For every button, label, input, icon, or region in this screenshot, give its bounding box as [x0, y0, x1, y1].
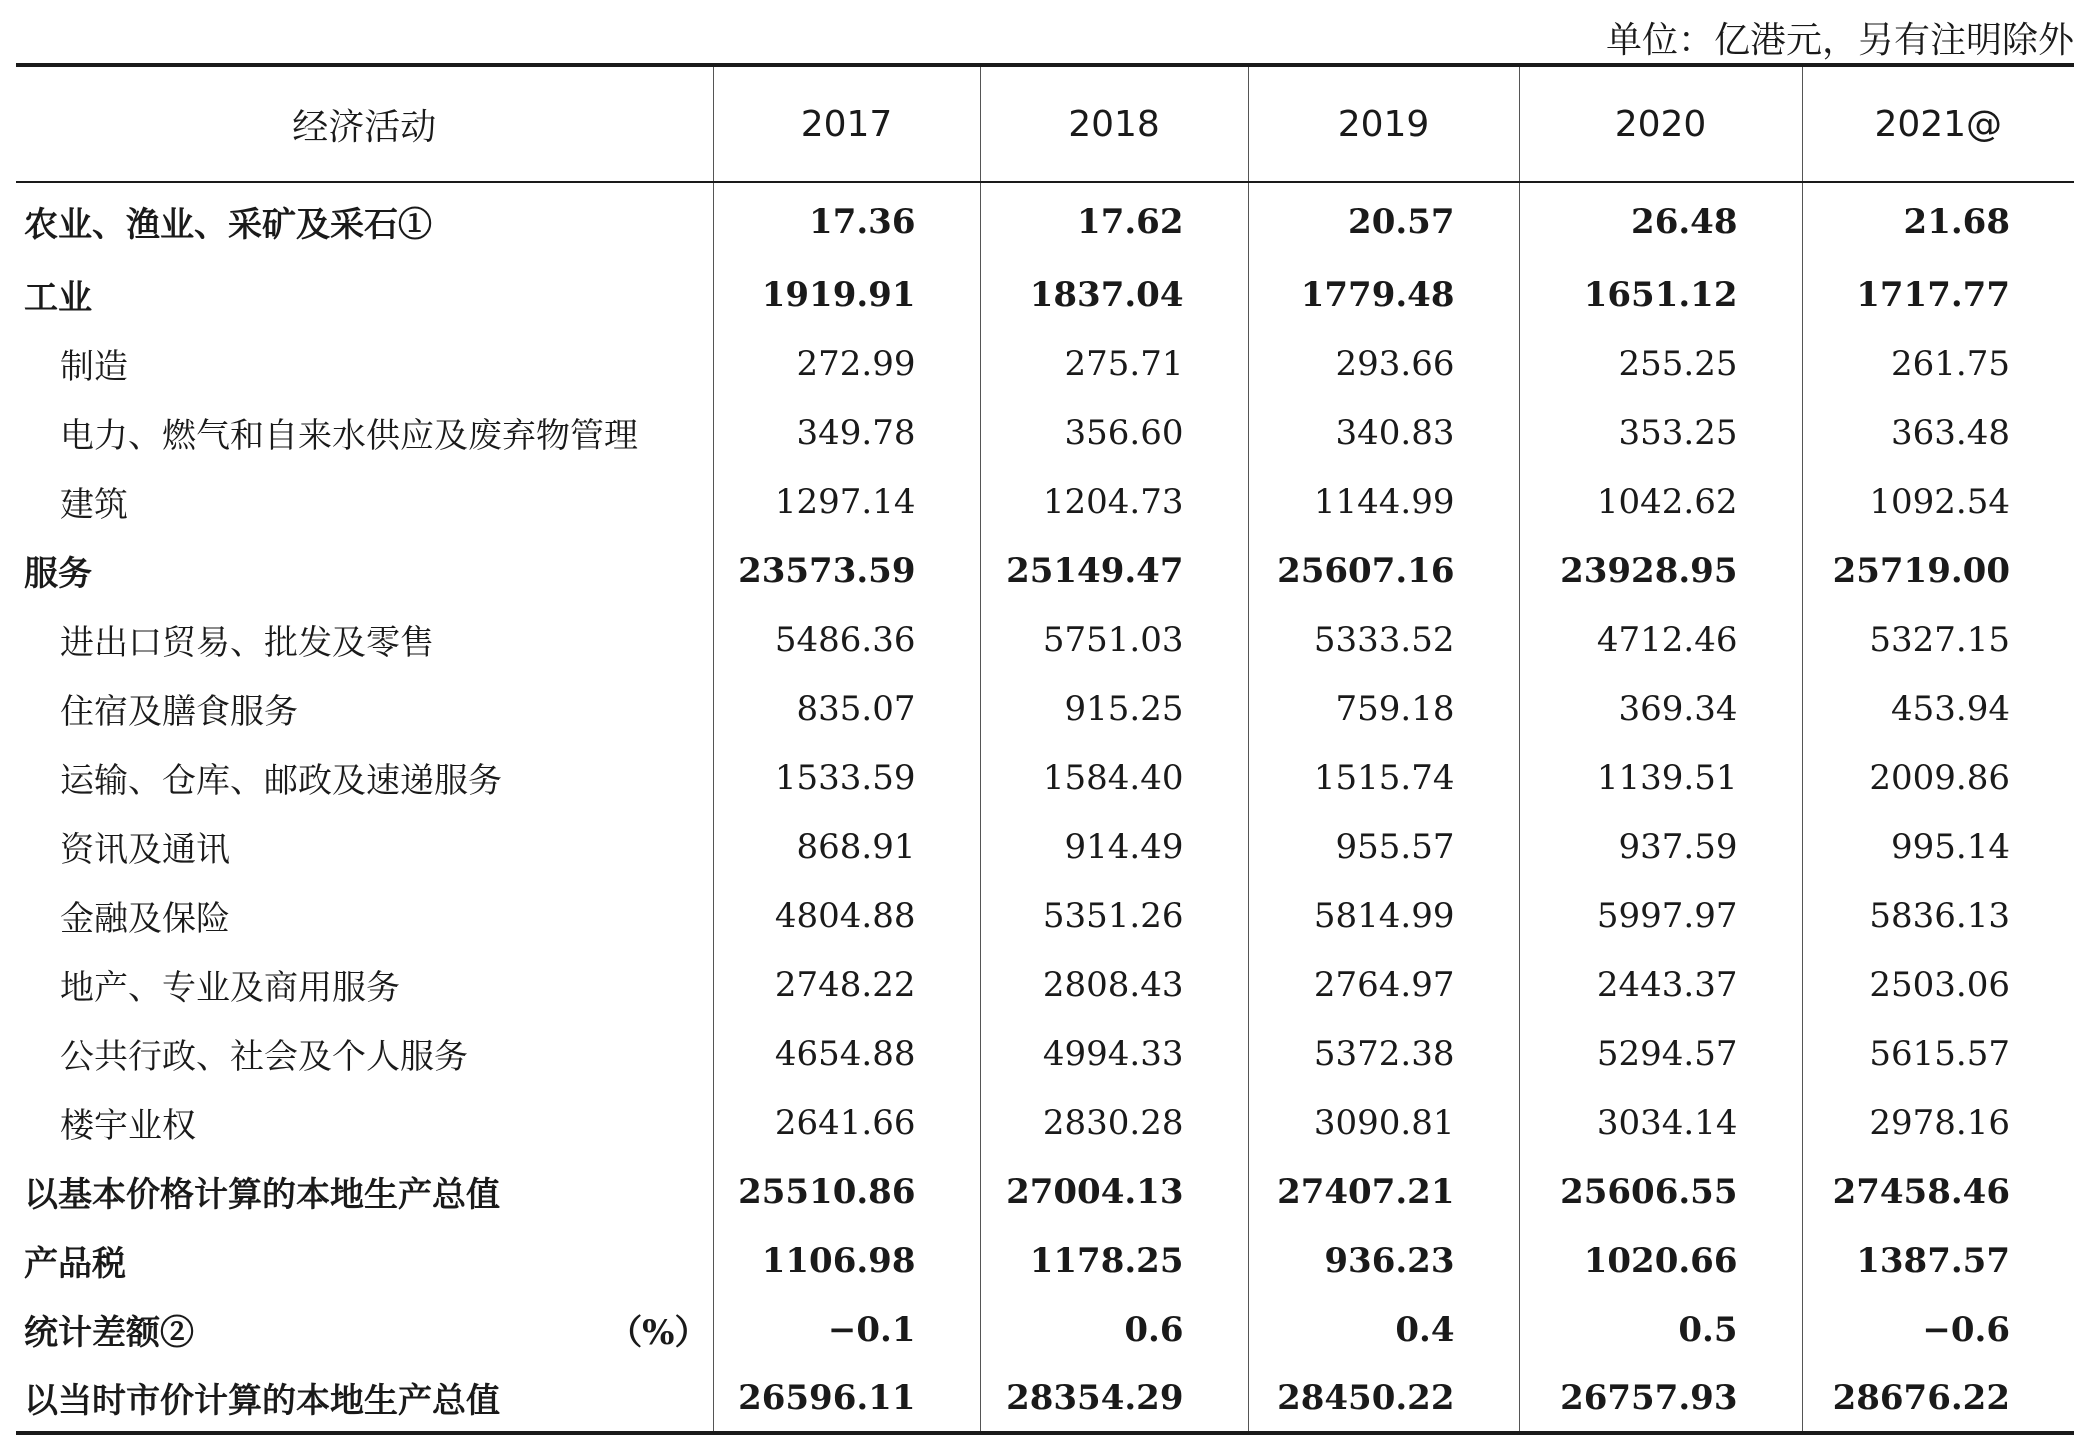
row-label-cell	[16, 1157, 713, 1226]
header-year: 2020	[1519, 65, 1802, 182]
row-label-cell	[16, 182, 713, 260]
value-cell: 255.25	[1519, 329, 1802, 398]
table-row	[16, 674, 2074, 743]
table-row	[16, 605, 2074, 674]
header-year: 2021@	[1802, 65, 2074, 182]
row-label: 公共行政、社会及个人服务	[60, 1037, 468, 1077]
value-cell: 1106.98	[713, 1226, 980, 1295]
value-cell: 868.91	[713, 812, 980, 881]
value-cell: 28676.22	[1802, 1364, 2074, 1433]
row-label-cell	[16, 398, 713, 467]
value-cell: 26596.11	[713, 1364, 980, 1433]
value-cell: 2764.97	[1248, 950, 1519, 1019]
value-cell: 835.07	[713, 674, 980, 743]
row-label-cell	[16, 329, 713, 398]
header-row	[16, 65, 2074, 182]
row-label-cell	[16, 1226, 713, 1295]
value-cell: 937.59	[1519, 812, 1802, 881]
value-cell: 353.25	[1519, 398, 1802, 467]
value-cell: 5327.15	[1802, 605, 2074, 674]
value-cell: 2830.28	[980, 1088, 1248, 1157]
value-cell: 5294.57	[1519, 1019, 1802, 1088]
value-cell: 4804.88	[713, 881, 980, 950]
table-row	[16, 812, 2074, 881]
value-cell: 2503.06	[1802, 950, 2074, 1019]
value-cell: 4654.88	[713, 1019, 980, 1088]
row-label: 运输、仓库、邮政及速递服务	[60, 761, 502, 801]
value-cell: 1779.48	[1248, 260, 1519, 329]
value-cell: 914.49	[980, 812, 1248, 881]
row-label-cell	[16, 260, 713, 329]
value-cell: 28354.29	[980, 1364, 1248, 1433]
value-cell: 995.14	[1802, 812, 2074, 881]
row-label-cell	[16, 467, 713, 536]
row-label-cell	[16, 1295, 713, 1364]
value-cell: 2443.37	[1519, 950, 1802, 1019]
value-cell: 1139.51	[1519, 743, 1802, 812]
row-label: 以当时市价计算的本地生产总值	[24, 1381, 500, 1421]
value-cell: 1204.73	[980, 467, 1248, 536]
value-cell: 21.68	[1802, 182, 2074, 260]
value-cell: 25719.00	[1802, 536, 2074, 605]
row-label: 住宿及膳食服务	[60, 692, 298, 732]
table-row	[16, 1364, 2074, 1433]
row-label: 电力、燃气和自来水供应及废弃物管理	[60, 416, 638, 456]
value-cell: 4712.46	[1519, 605, 1802, 674]
table-row	[16, 329, 2074, 398]
value-cell: 1584.40	[980, 743, 1248, 812]
row-label: 进出口贸易、批发及零售	[60, 623, 434, 663]
value-cell: 2978.16	[1802, 1088, 2074, 1157]
value-cell: 1178.25	[980, 1226, 1248, 1295]
value-cell: 936.23	[1248, 1226, 1519, 1295]
unit-note: 单位：亿港元，另有注明除外	[1605, 20, 2074, 61]
value-cell: 5997.97	[1519, 881, 1802, 950]
row-label-cell	[16, 1019, 713, 1088]
table-row	[16, 1088, 2074, 1157]
table-row	[16, 743, 2074, 812]
value-cell: 25607.16	[1248, 536, 1519, 605]
value-cell: 25149.47	[980, 536, 1248, 605]
value-cell: 1042.62	[1519, 467, 1802, 536]
value-cell: −0.1	[713, 1295, 980, 1364]
row-label: 楼宇业权	[60, 1106, 196, 1146]
value-cell: 261.75	[1802, 329, 2074, 398]
value-cell: 27458.46	[1802, 1157, 2074, 1226]
value-cell: −0.6	[1802, 1295, 2074, 1364]
row-label: 服务	[24, 554, 92, 594]
value-cell: 1144.99	[1248, 467, 1519, 536]
table-row	[16, 950, 2074, 1019]
value-cell: 5814.99	[1248, 881, 1519, 950]
value-cell: 1020.66	[1519, 1226, 1802, 1295]
value-cell: 26.48	[1519, 182, 1802, 260]
value-cell: 23573.59	[713, 536, 980, 605]
value-cell: 5751.03	[980, 605, 1248, 674]
value-cell: 759.18	[1248, 674, 1519, 743]
value-cell: 272.99	[713, 329, 980, 398]
value-cell: 17.36	[713, 182, 980, 260]
value-cell: 20.57	[1248, 182, 1519, 260]
value-cell: 356.60	[980, 398, 1248, 467]
value-cell: 0.6	[980, 1295, 1248, 1364]
value-cell: 1837.04	[980, 260, 1248, 329]
value-cell: 1092.54	[1802, 467, 2074, 536]
row-label-cell	[16, 743, 713, 812]
table-body	[16, 182, 2074, 1433]
value-cell: 3090.81	[1248, 1088, 1519, 1157]
row-label: 建筑	[60, 485, 128, 525]
value-cell: 453.94	[1802, 674, 2074, 743]
header-year: 2018	[980, 65, 1248, 182]
value-cell: 293.66	[1248, 329, 1519, 398]
value-cell: 1651.12	[1519, 260, 1802, 329]
row-label-cell	[16, 1088, 713, 1157]
row-label-cell	[16, 950, 713, 1019]
value-cell: 363.48	[1802, 398, 2074, 467]
row-label-cell	[16, 1364, 713, 1433]
table-row	[16, 1226, 2074, 1295]
value-cell: 5486.36	[713, 605, 980, 674]
value-cell: 5333.52	[1248, 605, 1519, 674]
value-cell: 17.62	[980, 182, 1248, 260]
value-cell: 5351.26	[980, 881, 1248, 950]
row-label-cell	[16, 674, 713, 743]
row-label: 产品税	[24, 1244, 126, 1284]
table-row	[16, 1295, 2074, 1364]
value-cell: 349.78	[713, 398, 980, 467]
value-cell: 2009.86	[1802, 743, 2074, 812]
value-cell: 340.83	[1248, 398, 1519, 467]
row-label: 工业	[24, 278, 92, 318]
value-cell: 2641.66	[713, 1088, 980, 1157]
value-cell: 25510.86	[713, 1157, 980, 1226]
value-cell: 1297.14	[713, 467, 980, 536]
value-cell: 1515.74	[1248, 743, 1519, 812]
row-label: 统计差额②	[24, 1313, 194, 1353]
row-label-cell	[16, 605, 713, 674]
value-cell: 26757.93	[1519, 1364, 1802, 1433]
value-cell: 275.71	[980, 329, 1248, 398]
value-cell: 1533.59	[713, 743, 980, 812]
value-cell: 915.25	[980, 674, 1248, 743]
table-row	[16, 881, 2074, 950]
table-row	[16, 182, 2074, 260]
row-label-cell	[16, 881, 713, 950]
value-cell: 28450.22	[1248, 1364, 1519, 1433]
value-cell: 369.34	[1519, 674, 1802, 743]
table-row	[16, 398, 2074, 467]
table-row	[16, 467, 2074, 536]
value-cell: 1919.91	[713, 260, 980, 329]
header-year: 2017	[713, 65, 980, 182]
row-label: 以基本价格计算的本地生产总值	[24, 1175, 500, 1215]
value-cell: 25606.55	[1519, 1157, 1802, 1226]
row-label: 资讯及通讯	[60, 830, 230, 870]
value-cell: 3034.14	[1519, 1088, 1802, 1157]
header-year: 2019	[1248, 65, 1519, 182]
value-cell: 27407.21	[1248, 1157, 1519, 1226]
table-row	[16, 536, 2074, 605]
value-cell: 5615.57	[1802, 1019, 2074, 1088]
row-label: 金融及保险	[60, 899, 230, 939]
table-row	[16, 1019, 2074, 1088]
row-label-cell	[16, 536, 713, 605]
value-cell: 1387.57	[1802, 1226, 2074, 1295]
table-row	[16, 260, 2074, 329]
row-label-cell	[16, 812, 713, 881]
value-cell: 27004.13	[980, 1157, 1248, 1226]
header-activity: 经济活动	[292, 106, 437, 148]
row-label: 制造	[60, 347, 128, 387]
row-label: 农业、渔业、采矿及采石①	[24, 205, 432, 245]
value-cell: 0.4	[1248, 1295, 1519, 1364]
value-cell: 1717.77	[1802, 260, 2074, 329]
value-cell: 5372.38	[1248, 1019, 1519, 1088]
value-cell: 2808.43	[980, 950, 1248, 1019]
value-cell: 955.57	[1248, 812, 1519, 881]
gdp-table	[16, 63, 2074, 1435]
value-cell: 5836.13	[1802, 881, 2074, 950]
row-label: 地产、专业及商用服务	[60, 968, 400, 1008]
value-cell: 0.5	[1519, 1295, 1802, 1364]
value-cell: 23928.95	[1519, 536, 1802, 605]
row-unit: （%）	[608, 1313, 709, 1353]
value-cell: 2748.22	[713, 950, 980, 1019]
table-row	[16, 1157, 2074, 1226]
value-cell: 4994.33	[980, 1019, 1248, 1088]
